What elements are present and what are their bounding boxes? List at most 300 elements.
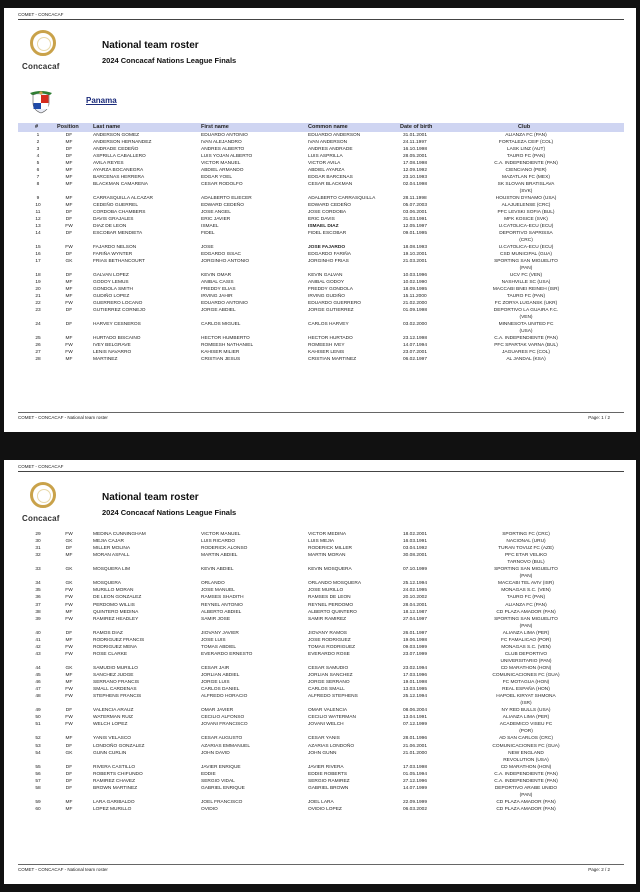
player-date-of-birth: 06.03.2002	[403, 806, 428, 812]
table-row	[18, 301, 624, 307]
table-row	[18, 595, 624, 601]
player-last-name: IVEY BELGRAVE	[93, 343, 131, 348]
player-last-name: FARIÑA WYNTER	[93, 252, 133, 257]
player-club: REAL ESPAÑA (HON)	[502, 687, 550, 693]
table-row-continuation	[18, 560, 624, 566]
player-first-name: EVERARDO ERNESTO	[201, 651, 253, 657]
player-common-name: AZARIAS LONDOÑO	[308, 743, 355, 749]
player-last-name: ANDRADE CEDEÑO	[93, 147, 139, 152]
player-common-name: EDGAR BARCENAS	[308, 175, 353, 180]
table-row	[18, 532, 624, 538]
player-date-of-birth: 18.02.2001	[403, 532, 428, 537]
player-first-name: JOEL FRANCISCO	[201, 799, 243, 805]
player-last-name: GUTIERREZ CORNEJO	[93, 308, 146, 313]
player-position: DF	[65, 630, 73, 636]
player-number: 55	[35, 764, 41, 770]
player-first-name: LUIS RICARDO	[201, 539, 236, 545]
player-date-of-birth: 06.02.1997	[403, 357, 428, 362]
player-last-name: DAVIS GRAJALES	[93, 217, 134, 222]
player-first-name: FREDDY ELIAS	[201, 287, 236, 292]
player-position: DF	[65, 210, 73, 215]
player-position: DF	[65, 217, 73, 222]
player-first-name: ADALBERTO ELIECER	[201, 196, 252, 201]
player-date-of-birth: 28.01.1996	[403, 736, 428, 742]
table-row	[18, 807, 624, 813]
footer-source: COMET - CONCACAF - National team roster	[18, 415, 108, 420]
player-common-name: CARLOS SMALL	[308, 687, 345, 693]
player-date-of-birth: 12.09.1992	[403, 168, 428, 173]
player-last-name: SAMUDIO MURILLO	[93, 665, 139, 671]
table-row	[18, 343, 624, 349]
player-number: 5	[36, 161, 40, 166]
player-last-name: ROBERTS CHIFUNDO	[93, 771, 143, 777]
player-first-name: EDGARDO ISSAC	[201, 252, 241, 257]
table-row-continuation	[18, 574, 624, 580]
player-date-of-birth: 31.03.1991	[403, 217, 428, 222]
player-position: FW	[65, 245, 73, 250]
player-common-name: ALBERTO QUINTERO	[308, 609, 357, 615]
table-row	[18, 175, 624, 181]
table-row	[18, 694, 624, 700]
player-last-name: STEPHENS FRANCIS	[93, 694, 142, 700]
player-club: CSD MUNICIPAL (GUA)	[500, 252, 552, 257]
player-number: 10	[35, 203, 41, 208]
table-row	[18, 161, 624, 167]
player-last-name: MARTINEZ	[93, 357, 118, 362]
player-common-name: LUIS ASPRILLA	[308, 154, 343, 159]
player-position: GK	[65, 539, 73, 545]
table-row	[18, 245, 624, 251]
player-date-of-birth: 07.12.1999	[403, 722, 428, 728]
player-date-of-birth: 23.07.2001	[403, 350, 428, 355]
player-position: MF	[65, 294, 73, 299]
table-row	[18, 617, 624, 623]
player-last-name: DE LEON GONZALEZ	[93, 595, 142, 601]
concacaf-logo	[22, 480, 66, 528]
player-club: CIENCIANO (PER)	[505, 168, 547, 173]
player-last-name: HURTADO BISCAINO	[93, 336, 141, 341]
player-position: MF	[65, 280, 73, 285]
player-first-name: CRISTIAN JESUS	[201, 357, 241, 362]
table-row	[18, 736, 624, 742]
player-position: DF	[65, 764, 73, 770]
player-club: AD SAN CARLOS (CRC)	[499, 736, 553, 742]
player-common-name: OVIDIO LOPEZ	[308, 806, 342, 812]
player-common-name: JOEL LARA	[308, 799, 334, 805]
player-first-name: ANDRES ALBERTO	[201, 147, 245, 152]
player-club: TURAN TOVUZ FC (AZE)	[498, 546, 554, 552]
player-last-name: MEJIA CAJAR	[93, 539, 124, 545]
player-common-name: OMAR VALENCIA	[308, 708, 348, 714]
player-number: 34	[35, 581, 41, 587]
col-last-name: Last name	[93, 124, 121, 130]
player-number: 6	[36, 168, 40, 173]
player-date-of-birth: 20.10.2002	[403, 595, 428, 601]
player-common-name: JIOVANY RAMOS	[308, 630, 348, 636]
player-position: MF	[65, 673, 73, 678]
player-club: U.CATOLICA-ECU (ECU)	[498, 245, 554, 250]
player-number: 7	[36, 175, 40, 180]
header-divider	[18, 19, 624, 20]
player-first-name: KAHISER MILIER	[201, 350, 240, 355]
table-row	[18, 772, 624, 778]
player-number: 9	[36, 196, 40, 201]
player-number: 48	[35, 694, 41, 700]
player-number: 45	[35, 673, 41, 678]
col-date-of-birth: Date of birth	[400, 124, 433, 130]
player-date-of-birth: 24.02.1995	[403, 588, 428, 594]
player-first-name: AZARIAS EMMANUEL	[201, 743, 251, 749]
table-row	[18, 567, 624, 573]
player-date-of-birth: 16.03.1991	[403, 539, 428, 545]
player-first-name: VICTOR MANUEL	[201, 161, 241, 166]
player-number: 14	[35, 231, 41, 236]
player-date-of-birth: 17.03.1996	[403, 673, 428, 678]
player-first-name: EDDIE	[201, 771, 216, 777]
player-number: 28	[35, 357, 41, 362]
table-row	[18, 610, 624, 616]
player-date-of-birth: 03.02.2000	[403, 322, 428, 327]
player-common-name: EDDIE ROBERTS	[308, 771, 348, 777]
player-club: REVOLUTION (USA)	[503, 757, 549, 763]
player-last-name: HARVEY CESNEROS	[93, 322, 141, 327]
player-date-of-birth: 13.04.1991	[403, 715, 428, 721]
player-club: MINNESOTA UNITED FC	[498, 322, 554, 327]
player-first-name: JOVANI FRANCISCO	[201, 722, 248, 728]
player-common-name: RODERICK MILLER	[308, 546, 352, 552]
player-first-name: JOSE LUIS	[201, 637, 226, 643]
logo-text: Concacaf	[22, 514, 60, 523]
player-common-name: JORGE GUTIERREZ	[308, 308, 354, 313]
player-date-of-birth: 17.08.1998	[403, 161, 428, 166]
player-club: PFC ETAR VELIKO	[504, 553, 548, 559]
table-row	[18, 133, 624, 139]
player-club: ALIANZA FC (PAN)	[505, 133, 547, 138]
player-club: HOUSTON DYNAMO (USA)	[495, 196, 557, 201]
player-common-name: CESAR SAMUDIO	[308, 665, 349, 671]
player-last-name: RIVERA CASTILLO	[93, 764, 136, 770]
player-date-of-birth: 05.07.2003	[403, 203, 428, 208]
table-row	[18, 336, 624, 342]
player-last-name: QUINTERO MEDINA	[93, 609, 139, 615]
player-number: 4	[36, 154, 40, 159]
player-common-name: VICTOR MEDINA	[308, 532, 347, 537]
table-row-continuation	[18, 729, 624, 735]
player-common-name: SERGIO RAMIREZ	[308, 778, 350, 784]
page-title: National team roster	[102, 40, 199, 51]
player-club: SPORTING SAN MIGUELITO	[494, 567, 558, 573]
table-row	[18, 287, 624, 293]
player-club: FORTALEZA CEIF (COL)	[498, 140, 554, 145]
player-last-name: RAMIREZ HEADLEY	[93, 616, 139, 622]
player-club: TAURO FC (PAN)	[506, 595, 546, 601]
player-position: FW	[65, 694, 73, 700]
player-last-name: BROWN MARTINEZ	[93, 785, 138, 791]
player-position: MF	[65, 287, 73, 292]
player-club: TAURO FC (PAN)	[506, 154, 546, 159]
player-number: 15	[35, 245, 41, 250]
player-first-name: CESAR AUGUSTO	[201, 736, 243, 742]
player-date-of-birth: 23.02.1994	[403, 665, 428, 671]
player-club: ACADEMICO VISEU FC	[499, 722, 553, 728]
player-position: MF	[65, 553, 73, 559]
player-date-of-birth: 28.04.2001	[403, 602, 428, 608]
player-position: MF	[65, 357, 73, 362]
concacaf-ring-icon	[30, 30, 56, 56]
player-date-of-birth: 28.11.1998	[403, 196, 427, 201]
player-last-name: GALVAN LOPEZ	[93, 273, 129, 278]
header-source: COMET - CONCACAF	[18, 464, 64, 469]
player-number: 56	[35, 771, 41, 777]
footer-page-number: Page: 1 / 2	[588, 415, 610, 420]
player-common-name: JORGE SERRANO	[308, 680, 350, 686]
table-row-continuation	[18, 238, 624, 244]
player-number: 49	[35, 708, 41, 714]
player-last-name: LONDOÑO GONZALEZ	[93, 743, 145, 749]
player-club: FC FAMALICAO (POR)	[500, 637, 552, 643]
player-number: 25	[35, 336, 41, 341]
player-common-name: EDWARD CEDEÑO	[308, 203, 351, 208]
table-row	[18, 708, 624, 714]
player-club: CD MARATHON (HON)	[500, 665, 552, 671]
player-date-of-birth: 09.01.1995	[403, 231, 428, 236]
player-date-of-birth: 16.10.1998	[403, 147, 428, 152]
player-first-name: RODERICK ALONSO	[201, 546, 248, 552]
player-club: ALIANZA FC (PAN)	[505, 602, 547, 608]
player-number: 2	[36, 140, 40, 145]
player-common-name: JOSE CORDOBA	[308, 210, 347, 215]
table-row-continuation	[18, 315, 624, 321]
player-number: 18	[35, 273, 41, 278]
footer-divider	[18, 412, 624, 413]
player-number: 40	[35, 630, 41, 636]
table-row	[18, 546, 624, 552]
player-first-name: GABRIEL ENRIQUE	[201, 785, 245, 791]
player-first-name: SERGIO VIDAL	[201, 778, 235, 784]
player-first-name: IRVING JAHIR	[201, 294, 233, 299]
player-club: UNIVERSITARIO (PAN)	[500, 658, 552, 664]
table-row	[18, 280, 624, 286]
player-last-name: GONDOLA SMITH	[93, 287, 133, 292]
player-club: (POR)	[519, 729, 533, 735]
player-date-of-birth: 28.05.2001	[403, 154, 428, 159]
player-number: 11	[35, 210, 41, 215]
roster-page-2	[4, 460, 636, 884]
player-common-name: CECILIO WATERMAN	[308, 715, 356, 721]
player-last-name: GUNN CURLIN	[93, 750, 127, 756]
player-number: 43	[35, 651, 41, 657]
player-last-name: GUERRERO LOCANO	[93, 301, 143, 306]
player-club: CD PLAZA AMADOR (PAN)	[496, 609, 556, 615]
table-row	[18, 322, 624, 328]
player-date-of-birth: 21.03.2001	[403, 259, 428, 264]
table-row-continuation	[18, 624, 624, 630]
player-date-of-birth: 31.01.2001	[403, 133, 428, 138]
col-number: #	[35, 124, 39, 130]
player-first-name: JIOVANY JAVIER	[201, 630, 239, 636]
player-common-name: JOSE RODRIGUEZ	[308, 637, 351, 643]
player-common-name: CESAR YANIS	[308, 736, 340, 742]
player-club: (PAN)	[519, 266, 533, 271]
player-club: (ISR)	[520, 701, 532, 707]
player-club: UCV FC (VEN)	[509, 273, 543, 278]
player-position: DF	[65, 778, 73, 784]
player-position: MF	[65, 168, 73, 173]
table-row	[18, 539, 624, 545]
player-date-of-birth: 01.05.1994	[403, 771, 428, 777]
player-date-of-birth: 14.07.1999	[403, 785, 428, 791]
table-row-continuation	[18, 659, 624, 665]
player-club: COMUNICACIONES FC (GUA)	[492, 743, 560, 749]
player-club: U.CATOLICA-ECU (ECU)	[498, 224, 554, 229]
player-common-name: EDUARDO GUERRERO	[308, 301, 362, 306]
player-date-of-birth: 27.04.1997	[403, 616, 428, 622]
player-club: TAURO FC (PAN)	[506, 294, 546, 299]
player-common-name: ABDIEL AYARZA	[308, 168, 345, 173]
table-row	[18, 217, 624, 223]
player-last-name: MORAN ASFALL	[93, 553, 130, 559]
player-position: MF	[65, 196, 73, 201]
player-first-name: JOHN DAVID	[201, 750, 230, 756]
player-date-of-birth: 13.03.1995	[403, 687, 428, 693]
player-number: 17	[35, 259, 41, 264]
player-number: 41	[35, 637, 41, 643]
player-first-name: ANIBAL CASIS	[201, 280, 234, 285]
player-number: 39	[35, 616, 41, 622]
table-row	[18, 673, 624, 679]
player-last-name: FRIAS BETHANCOURT	[93, 259, 145, 264]
player-number: 21	[35, 294, 41, 299]
player-common-name: IRVING GUDIÑO	[308, 294, 345, 299]
player-position: MF	[65, 203, 73, 208]
player-last-name: MOSQUERA LIM	[93, 567, 131, 573]
player-first-name: ERIC JAVIER	[201, 217, 231, 222]
page-subtitle: 2024 Concacaf Nations League Finals	[102, 56, 237, 65]
player-date-of-birth: 03.06.2001	[403, 210, 428, 215]
table-row	[18, 765, 624, 771]
player-position: GK	[65, 259, 73, 264]
player-common-name: JOSE MURILLO	[308, 588, 344, 594]
col-position: Position	[57, 124, 79, 130]
player-last-name: LENIS NAVARRO	[93, 350, 132, 355]
player-club: PFC LEVSKI SOFIA (BUL)	[497, 210, 555, 215]
player-date-of-birth: 21.01.2000	[403, 750, 428, 756]
player-number: 37	[35, 602, 41, 608]
table-row-continuation	[18, 266, 624, 272]
player-last-name: PERDOMO WILLIS	[93, 602, 135, 608]
player-date-of-birth: 14.07.1994	[403, 343, 428, 348]
player-date-of-birth: 23.07.1999	[403, 651, 428, 657]
player-date-of-birth: 23.10.1993	[403, 175, 428, 180]
player-number: 20	[35, 287, 41, 292]
header-divider	[18, 471, 624, 472]
player-first-name: OMAR JAVIER	[201, 708, 234, 714]
table-row	[18, 182, 624, 188]
player-common-name: CARLOS HARVEY	[308, 322, 349, 327]
player-position: GK	[65, 665, 73, 671]
table-row	[18, 357, 624, 363]
table-row	[18, 210, 624, 216]
player-position: FW	[65, 715, 73, 721]
player-number: 50	[35, 715, 41, 721]
table-row	[18, 294, 624, 300]
table-row	[18, 722, 624, 728]
player-club: SK SLOVAN BRATISLAVA	[497, 182, 555, 187]
player-position: FW	[65, 687, 73, 693]
player-position: DF	[65, 231, 73, 236]
player-number: 8	[36, 182, 40, 187]
player-date-of-birth: 25.12.1994	[403, 581, 428, 587]
player-last-name: LOPEZ MURILLO	[93, 806, 132, 812]
player-number: 60	[35, 806, 41, 812]
player-last-name: FAJARDO NELSON	[93, 245, 137, 250]
player-club: (CRC)	[519, 238, 533, 243]
player-first-name: LUIS YOJAN ALBERTO	[201, 154, 253, 159]
player-position: FW	[65, 532, 73, 537]
player-first-name: CARLOS MIGUEL	[201, 322, 241, 327]
player-position: MF	[65, 175, 73, 180]
player-club: CD PLAZA AMADOR (PAN)	[496, 806, 556, 812]
player-position: DF	[65, 147, 73, 152]
player-common-name: HECTOR HURTADO	[308, 336, 353, 341]
player-common-name: RAMSES DE LEON	[308, 595, 351, 601]
player-first-name: EDUARDO ANTONIO	[201, 301, 248, 306]
player-common-name: SAMIR RAMIREZ	[308, 616, 347, 622]
player-last-name: RAMIREZ CHAVEZ	[93, 778, 136, 784]
player-club: MFK KOSICE (SVK)	[504, 217, 548, 222]
player-position: MF	[65, 680, 73, 686]
table-row	[18, 581, 624, 587]
table-row	[18, 231, 624, 237]
player-date-of-birth: 01.09.1998	[403, 308, 428, 313]
player-common-name: ANDRES ANDRADE	[308, 147, 353, 152]
player-common-name: JOHN GUNN	[308, 750, 337, 756]
player-position: FW	[65, 595, 73, 601]
player-date-of-birth: 24.11.1997	[403, 140, 427, 145]
table-row	[18, 553, 624, 559]
player-number: 54	[35, 750, 41, 756]
player-date-of-birth: 19.06.1998	[403, 637, 428, 643]
player-position: DF	[65, 546, 73, 552]
player-date-of-birth: 30.08.2001	[403, 553, 428, 559]
player-date-of-birth: 10.03.1996	[403, 273, 428, 278]
table-row	[18, 751, 624, 757]
player-first-name: JORLIAN ABDIEL	[201, 673, 240, 678]
player-last-name: CORDOBA CHAMBERS	[93, 210, 146, 215]
player-common-name: JOVANI WELCH	[308, 722, 344, 728]
player-number: 44	[35, 665, 41, 671]
player-last-name: SMALL CARDENAS	[93, 687, 137, 693]
player-common-name: ANIBAL GODOY	[308, 280, 345, 285]
player-position: FW	[65, 644, 73, 650]
player-common-name: EVERARDO ROSE	[308, 651, 350, 657]
player-last-name: BARCENAS HERRERA	[93, 175, 145, 180]
player-position: GK	[65, 581, 73, 587]
table-row	[18, 638, 624, 644]
player-common-name: CESAR BLACKMAN	[308, 182, 353, 187]
player-club: DEPORTIVO ARABE UNIDO	[494, 785, 558, 791]
player-last-name: DIAZ DE LEON	[93, 224, 127, 229]
player-club: CLUB DEPORTIVO	[504, 651, 548, 657]
player-number: 27	[35, 350, 41, 355]
player-first-name: EDGAR YOEL	[201, 175, 233, 180]
player-common-name: LUIS MEJIA	[308, 539, 335, 545]
player-last-name: MOSQUERA	[93, 581, 121, 587]
player-position: FW	[65, 722, 73, 728]
table-row-continuation	[18, 758, 624, 764]
player-last-name: RODRIGUEZ FRANCIS	[93, 637, 145, 643]
player-common-name: JOSE FAJARDO	[308, 245, 346, 250]
